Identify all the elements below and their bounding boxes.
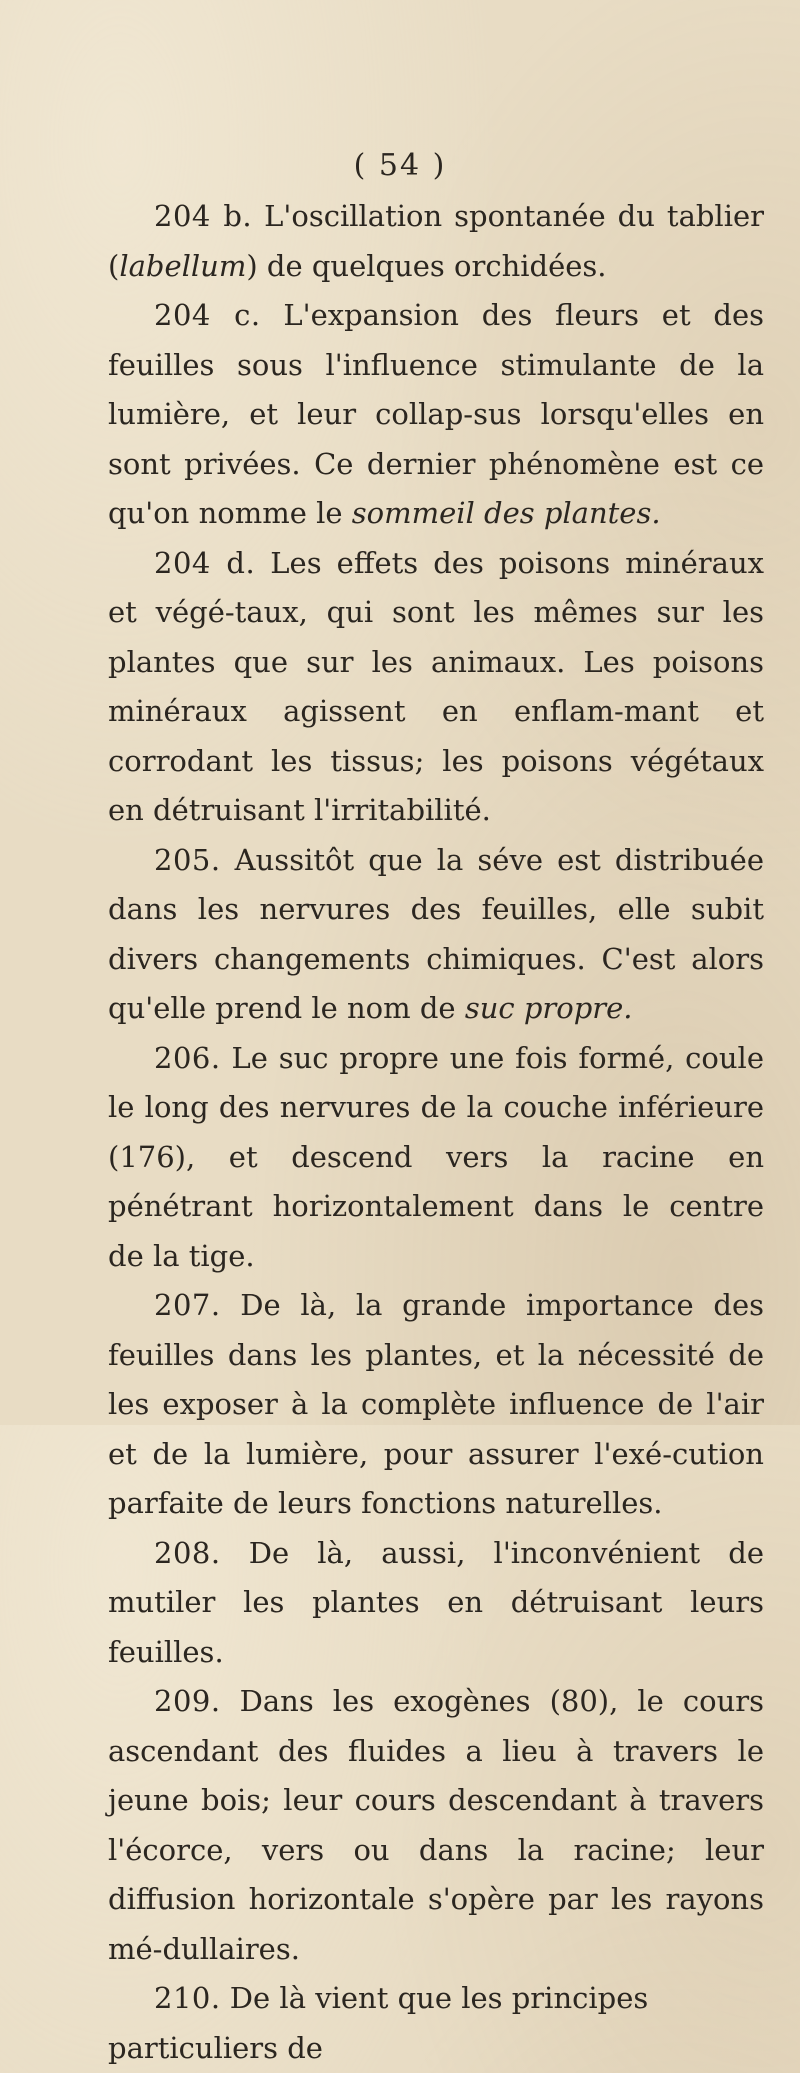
paragraph-text-italic: suc propre. xyxy=(464,991,633,1025)
paragraph-text-italic: sommeil des plantes. xyxy=(351,496,661,530)
paragraph-206 xyxy=(108,1034,764,1282)
paragraph-text-italic: labellum xyxy=(119,248,247,283)
paragraph-204c xyxy=(108,291,764,539)
paragraph-number: 204 b. xyxy=(154,199,253,233)
paragraph-text: Le suc propre une fois formé, coule le long des nervures de la couche inférieure (176), et descend vers la racine en pénétrant horizontalement dans le centre de la tige. xyxy=(108,1040,764,1273)
paragraph-208 xyxy=(108,1529,764,1678)
paragraph-text: Aussitôt que la séve est distribuée dans les nervures des feuilles, elle subit divers changements chimiques. C'est alors qu'elle prend le nom de xyxy=(108,842,764,1025)
paragraph-205 xyxy=(108,836,764,1034)
paragraph-number: 210. xyxy=(154,1981,221,2015)
paragraph-number: 206. xyxy=(154,1040,221,1075)
paragraph-text: De là vient que les principes particuliers de xyxy=(108,1981,649,2065)
paragraph-text: Dans les exogènes (80), le cours ascendant des fluides a lieu à travers le jeune bois; leur cours descendant à travers l'écorce, vers ou dans la racine; leur diffusion horizontale s'opère par les rayons mé-dullaires. xyxy=(108,1684,764,1966)
paragraph-number: 205. xyxy=(154,842,221,877)
paragraph-210 xyxy=(108,1974,764,2073)
paragraph-number: 207. xyxy=(154,1288,221,1322)
paragraph-204b xyxy=(108,192,764,291)
paragraph-text: Les effets des poisons minéraux et végé-taux, qui sont les mêmes sur les plantes que sur les animaux. Les poisons minéraux agissent en enflam-mant et corrodant les tissus; les poisons végétaux en détruisant l'irritabilité. xyxy=(108,545,764,827)
paragraph-number: 204 c. xyxy=(154,298,261,332)
page-number: ( 54 ) xyxy=(353,148,447,183)
paragraph-207 xyxy=(108,1281,764,1529)
paragraph-204d xyxy=(108,539,764,836)
paragraph-number: 209. xyxy=(154,1684,221,1718)
paragraph-text: L'expansion des fleurs et des feuilles sous l'influence stimulante de la lumière, et leur collap-sus lorsqu'elles en sont privées. Ce dernier phénomène est ce qu'on nomme le xyxy=(108,298,765,530)
paragraph-text: ) de quelques orchidées. xyxy=(246,248,607,283)
body-text xyxy=(108,192,764,2073)
paragraph-text: De là, aussi, l'inconvénient de mutiler les plantes en détruisant leurs feuilles. xyxy=(108,1535,764,1669)
paragraph-text: De là, la grande importance des feuilles dans les plantes, et la nécessité de les exposer à la complète influence de l'air et de la lumière, pour assurer l'exé-cution parfaite de leurs fonctions naturelles. xyxy=(108,1288,764,1520)
paragraph-text: L'oscillation spontanée du tablier ( xyxy=(108,199,764,283)
paragraph-209 xyxy=(108,1677,764,1974)
paragraph-number: 208. xyxy=(154,1535,221,1570)
paragraph-number: 204 d. xyxy=(154,545,256,580)
